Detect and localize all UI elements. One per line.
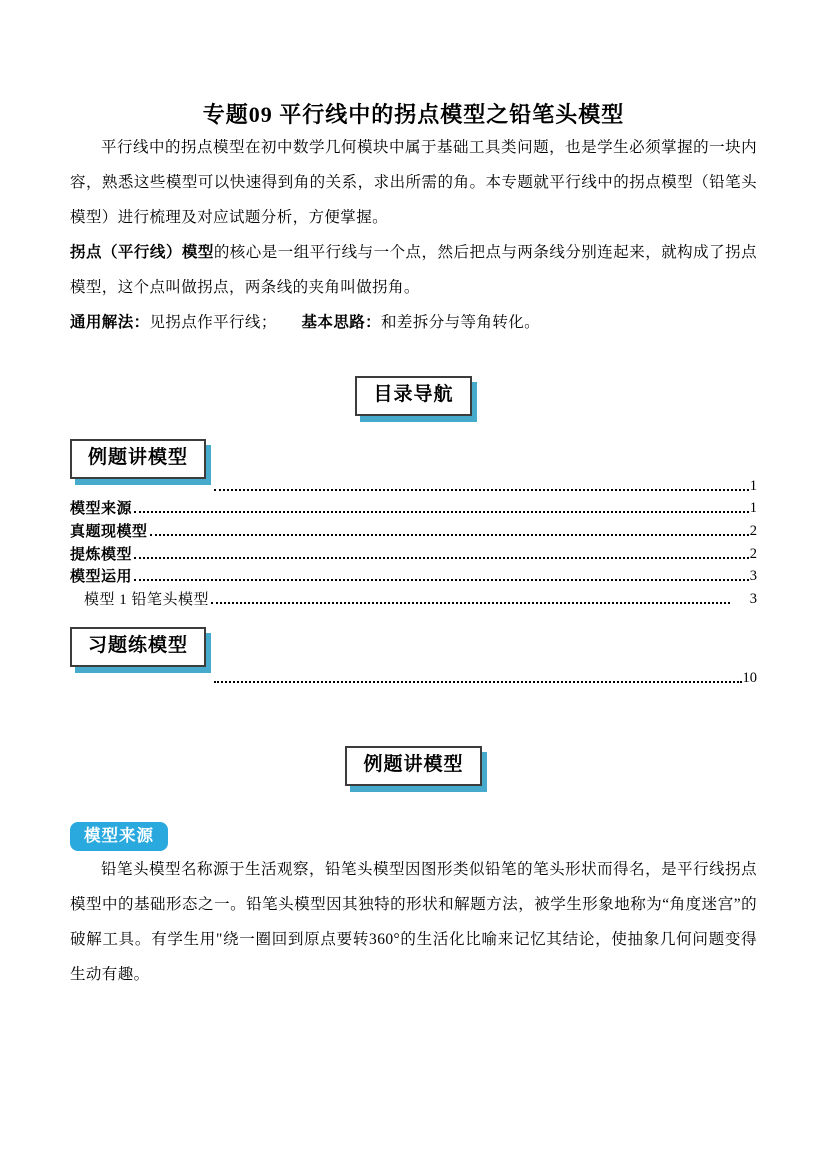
toc-page-number: 10 [742,669,757,686]
toc-leader-dots [214,681,742,683]
toc-entry-label: 模型来源 [70,501,133,518]
toc-entry[interactable] [70,496,757,519]
toc-nav-wrap [70,376,757,426]
toc-list [70,473,757,609]
method-label: 通用解法： [70,314,150,331]
toc-nav-badge: 目录导航 [355,376,471,416]
toc-leader-dots [150,534,749,536]
toc-entry-label: 模型 1 铅笔头模型 [84,592,210,609]
toc-entry-label: 真题现模型 [70,524,148,541]
toc-leader-dots [134,579,749,581]
toc-page-number: 3 [749,568,757,585]
idea-label: 基本思路： [301,314,382,331]
definition-text: 的核心是一组平行线与一个点，然后把点与两条线分别连起来，就构成了拐点模型，这个点叫做拐点，两条线的夹角叫做拐角。 [70,244,757,296]
method-text: 见拐点作平行线； [149,314,277,331]
model-source-wrap [70,822,757,852]
toc-leader-dots [134,511,749,513]
model-source-badge: 模型来源 [70,822,168,851]
toc-page-number: 1 [749,477,757,494]
content-column [70,0,757,992]
toc-entry[interactable] [70,541,757,564]
toc-entry-exercises[interactable] [212,665,757,688]
toc-page-number: 3 [749,591,757,608]
idea-text: 和差拆分与等角转化。 [381,314,541,331]
definition-paragraph [70,235,757,305]
toc-leader-dots [134,557,749,559]
page-title: 专题09 平行线中的拐点模型之铅笔头模型 [202,102,625,127]
model-source-paragraph: 铅笔头模型名称源于生活观察，铅笔头模型因图形类似铅笔的笔头形状而得名，是平行线拐点模型中的基础形态之一。铅笔头模型因其独特的形状和解题方法，被学生形象地称为“角度迷宫”的破解工具。有学生用"绕一圈回到原点要转360°的生活化比喻来记忆其结论，使抽象几何问题变得生动有趣。 [70,860,757,983]
toc-entry[interactable] [212,473,757,496]
toc-entry[interactable] [70,518,757,541]
examples-heading-wrap [70,746,757,796]
toc-page-number: 2 [749,545,757,562]
method-paragraph [70,305,757,340]
definition-term: 拐点（平行线）模型 [70,244,214,261]
toc-leader-dots [214,489,749,491]
toc-page-number: 1 [749,500,757,517]
toc-entry-label: 模型运用 [70,569,133,586]
toc-entry-label: 提炼模型 [70,546,133,563]
toc-leader-dots [211,602,730,604]
intro-paragraph: 平行线中的拐点模型在初中数学几何模块中属于基础工具类问题，也是学生必须掌握的一块内容，熟悉这些模型可以快速得到角的关系，求出所需的角。本专题就平行线中的拐点模型（铅笔头模型）进行梳理及对应试题分析，方便掌握。 [70,139,757,226]
examples-heading-badge: 例题讲模型 [345,746,481,786]
toc-entry[interactable] [70,564,757,587]
toc-page-number: 2 [749,523,757,540]
exercises-section-badge: 习题练模型 [70,627,206,667]
toc-entry[interactable] [70,586,757,609]
examples-section-badge: 例题讲模型 [70,439,206,479]
